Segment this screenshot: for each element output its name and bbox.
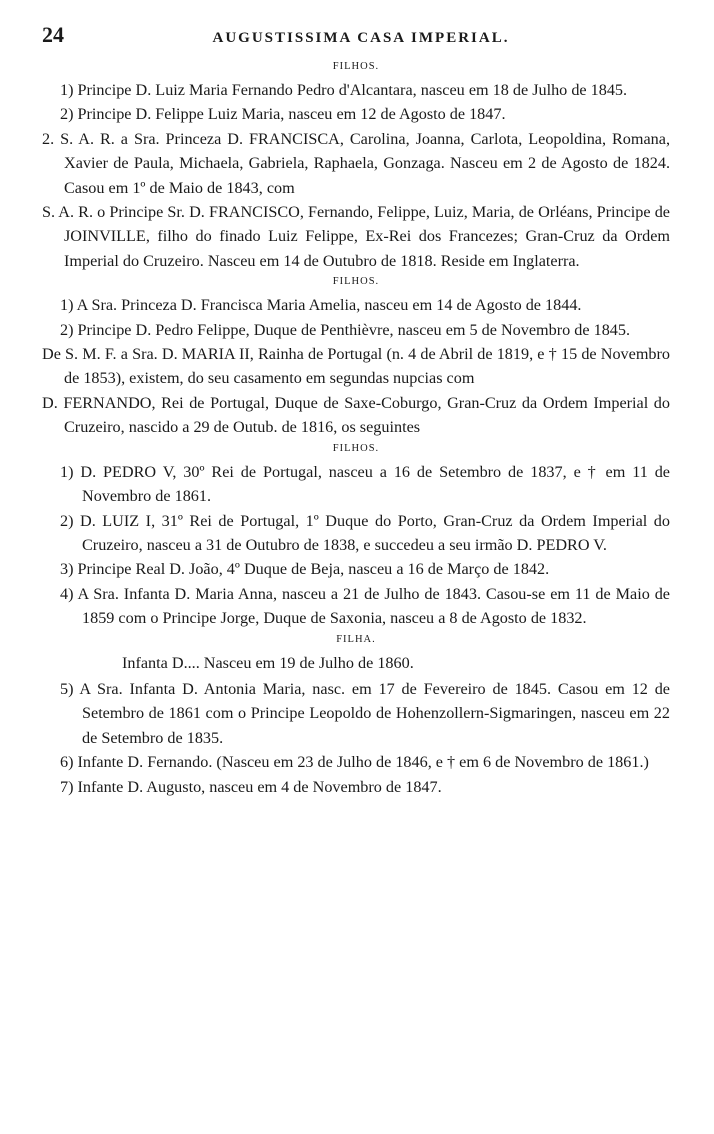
list-item: 7) Infante D. Augusto, nasceu em 4 de Novembro de 1847. [60, 777, 442, 796]
list-item: 2) Principe D. Felippe Luiz Maria, nasceu em 12 de Agosto de 1847. [60, 105, 506, 124]
page-number: 24 [42, 22, 64, 47]
main-entry: D. FERNANDO, Rei de Portugal, Duque de Saxe-Coburgo, Gran-Cruz da Ordem Imperial do Cruzeiro, nascido a 29 de Outub. de 1816, os seguintes [42, 393, 670, 437]
running-head-title: AUGUSTISSIMA CASA IMPERIAL. [212, 30, 510, 46]
sub-entry: Infanta D.... Nasceu em 19 de Julho de 1860. [122, 653, 414, 672]
list-item: 1) Principe D. Luiz Maria Fernando Pedro d'Alcantara, nasceu em 18 de Julho de 1845. [60, 81, 628, 99]
main-entry: S. A. R. o Principe Sr. D. FRANCISCO, Fernando, Felippe, Luiz, Maria, de Orléans, Principe de JOINVILLE, filho do finado Luiz Felippe, Ex-Rei dos Francezes; Gran-Cruz da Ordem Imperial do Cruzeiro. Nasceu em 14 de Outubro de 1818. Reside em Inglaterra. [42, 203, 670, 270]
list-item: 5) A Sra. Infanta D. Antonia Maria, nasc. em 17 de Fevereiro de 1845. Casou em 12 de Setembro de 1861 com o Principe Leopoldo de Hohenzollern-Sigmaringen, nasceu em 22 de Setembro de 1835. [60, 679, 670, 747]
list-item: 1) D. PEDRO V, 30º Rei de Portugal, nasceu a 16 de Setembro de 1837, e † em 11 de Novembro de 1861. [60, 462, 670, 506]
list-item: 2) Principe D. Pedro Felippe, Duque de Penthièvre, nasceu em 5 de Novembro de 1845. [60, 320, 631, 339]
section-label-filhos: FILHOS. [332, 276, 380, 288]
main-entry: De S. M. F. a Sra. D. MARIA II, Rainha de Portugal (n. 4 de Abril de 1819, e † 15 de Novembro de 1853), existem, do seu casamento em segundas nupcias com [42, 345, 670, 388]
list-item: 6) Infante D. Fernando. (Nasceu em 23 de Julho de 1846, e † em 6 de Novembro de 1861.) [60, 753, 649, 772]
list-item: 1) A Sra. Princeza D. Francisca Maria Amelia, nasceu em 14 de Agosto de 1844. [60, 296, 582, 315]
list-item: 3) Principe Real D. João, 4º Duque de Beja, nasceu a 16 de Março de 1842. [60, 560, 550, 579]
running-head [42, 22, 670, 50]
list-item: 4) A Sra. Infanta D. Maria Anna, nasceu a 21 de Julho de 1843. Casou-se em 11 de Maio de 1859 com o Principe Jorge, Duque de Saxonia, nasceu a 8 de Agosto de 1832. [60, 584, 670, 628]
list-item: 2) D. LUIZ I, 31º Rei de Portugal, 1º Duque do Porto, Gran-Cruz da Ordem Imperial do Cruzeiro, nasceu a 31 de Outubro de 1838, e succedeu a seu irmão D. PEDRO V. [60, 511, 670, 554]
section-label-filhos: FILHOS. [332, 442, 380, 454]
section-label-filhos: FILHOS. [332, 61, 380, 72]
main-entry: 2. S. A. R. a Sra. Princeza D. FRANCISCA, Carolina, Joanna, Carlota, Leopoldina, Romana, Xavier de Paula, Michaela, Gabriela, Raphaela, Gonzaga. Nasceu em 2 de Agosto de 1824. Casou em 1º de Maio de 1843, com [42, 129, 670, 197]
section-label-filha: FILHA. [336, 633, 376, 645]
body-text [42, 60, 670, 799]
